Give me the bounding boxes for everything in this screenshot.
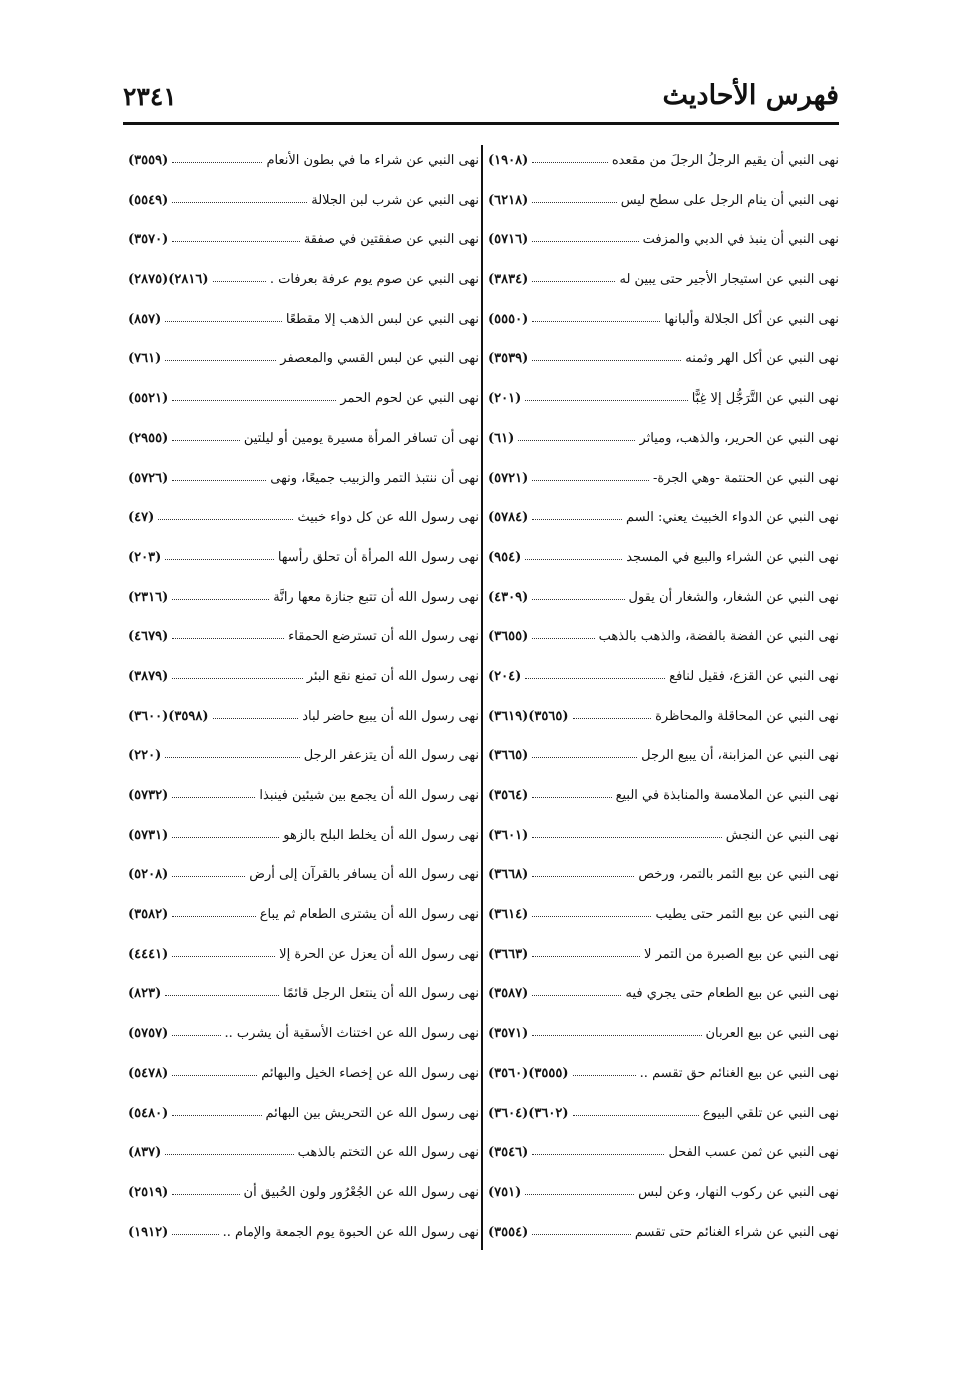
hadith-number: (٥٥٢١) [128,391,169,407]
page-title: فهرس الأحاديث [662,80,839,111]
index-entry [128,664,479,704]
index-entry [128,307,479,347]
dot-leader [532,307,660,322]
hadith-number: (٥٧٢١) [488,470,529,486]
dot-leader [213,704,299,719]
dot-leader [165,743,299,758]
hadith-text: نهى النبي عن شراء ما في بطون الأنعام [266,153,479,168]
index-entry [128,981,479,1021]
hadith-text: نهى النبي عن أكل الهر وثمنه [685,351,839,367]
hadith-text: نهى النبي عن لحوم الحمر [340,391,479,407]
hadith-text: نهى رسول الله عن اختناث الأسقية أن يشرب .. [224,1026,479,1042]
dot-leader [525,1180,634,1195]
hadith-text: نهى النبي عن تلقي البيوع [702,1105,839,1121]
hadith-text: نهى النبي عن بيع العربان [705,1026,839,1042]
hadith-number: (٣٥٤٦) [488,1145,529,1161]
hadith-text: نهى النبي عن المحاقلة والمحاظرة [655,708,839,724]
hadith-number: (٢٩٥٥) [128,430,169,446]
hadith-text: نهى النبي عن أكل الجلالة وألبانها [664,311,839,327]
hadith-text: نهى أن تسافر المرأة مسيرة يومين أو ليلتين [243,430,479,446]
hadith-number: (٣٨٣٤) [488,272,529,288]
hadith-number: (٣٦٦٨) [488,867,529,883]
hadith-text: نهى أن ننتبذ التمر والزبيب جميعًا، ونهى [270,470,479,486]
dot-leader [172,426,240,441]
hadith-number: (٧٦١) [128,351,162,367]
hadith-number: (٢٠١) [488,391,522,407]
hadith-number: (٢٠٤) [488,668,522,684]
hadith-number: (٥٧٢٦) [128,470,169,486]
index-entry [488,704,839,744]
hadith-number: (٥٧٣٢) [128,788,169,803]
hadith-number: (٤٤٤١) [128,946,169,962]
dot-leader [532,902,651,917]
dot-leader [172,942,275,957]
index-entry [128,227,479,267]
dot-leader [532,743,637,758]
hadith-text: نهى النبي عن صفقتين في صفقة [303,232,479,248]
hadith-text: نهى النبي عن بيع الغنائم حق تقسم .. [639,1065,839,1081]
dot-leader [172,664,302,679]
dot-leader [172,783,255,798]
hadith-number: (٥٢٠٨) [128,867,169,883]
index-entry [128,902,479,942]
index-column-left [128,148,479,1259]
hadith-text: نهى النبي عن الحرير، والذهب، ومياثر [639,430,839,446]
index-entry [488,188,839,228]
index-entry [488,664,839,704]
hadith-text: نهى النبي أن ينبذ في الدبي والمزفت [642,232,839,248]
index-entry [488,1140,839,1180]
hadith-text: نهى رسول الله عن الحبوة يوم الجمعة والإمام .. [222,1224,479,1240]
dot-leader [532,1220,631,1235]
hadith-number: (٣٦٦٣) [488,946,529,962]
index-entry [488,942,839,982]
hadith-number: (٣٥٧١) [488,1026,529,1042]
hadith-number: (٣٥٨٧) [488,986,529,1002]
hadith-number: (٨٥٧) [128,311,162,327]
hadith-number: (٢٥١٩) [128,1184,169,1200]
hadith-text: نهى النبي عن لبس القسي والمعصفر [280,351,479,367]
dot-leader [165,981,279,996]
hadith-text: نهى رسول الله أن يشترى الطعام ثم يباع [259,907,479,923]
hadith-text: نهى رسول الله عن إخصاء الخيل والبهائم [261,1065,479,1081]
index-entry [488,823,839,863]
dot-leader [532,981,621,996]
dot-leader [532,346,681,361]
dot-leader [172,823,279,838]
hadith-text: نهى النبي أن يقيم الرجلُ الرجلَ من مقعده [611,153,839,168]
index-entry [488,1180,839,1220]
dot-leader [525,545,622,560]
hadith-text: نهى رسول الله أن يسافر بالقرآن إلى أرض [249,867,479,883]
dot-leader [573,1101,699,1116]
dot-leader [172,624,284,639]
hadith-number: (٤٧) [128,510,155,526]
hadith-text: نهى النبي عن القزع، فقيل لنافع [669,668,839,684]
hadith-text: نهى النبي عن الدواء الخبيث يعني: السم [626,510,839,526]
hadith-number: (٣٥٥٥)(٣٥٦٠) [488,1065,569,1081]
hadith-text: نهى رسول الله أن تتبع جنازة معها رانَّة [273,589,479,605]
hadith-number: (٣٥٧٠) [128,232,169,248]
hadith-number: (١٩١٢) [128,1224,169,1240]
hadith-number: (٥٧٣١) [128,827,169,843]
hadith-text: نهى النبي عن الفضة بالفضة، والذهب بالذهب [598,629,839,645]
index-entry [488,545,839,585]
hadith-text: نهى النبي أن ينام الرجل على سطح ليس [620,192,839,208]
index-entry [488,386,839,426]
dot-leader [532,585,624,600]
dot-leader [172,227,300,242]
hadith-number: (٣٥٦٥)(٣٦١٩) [488,708,569,724]
dot-leader [573,704,652,719]
hadith-text: نهى النبي عن النجش [725,827,839,843]
hadith-number: (٢٢٠) [128,748,162,764]
index-entry [488,307,839,347]
hadith-text: نهى رسول الله أن يخلط البلح بالزهو [283,827,479,843]
index-entry [488,902,839,942]
hadith-number: (٣٦٠٢)(٣٦٠٤) [488,1105,569,1121]
dot-leader [172,1061,257,1076]
dot-leader [532,1140,664,1155]
hadith-text: نهى النبي عن شرب لبن الجلالة [311,192,479,208]
index-entry [488,862,839,902]
index-entry [488,624,839,664]
hadith-text: نهى النبي عن الشغار، والشغار أن يقول [628,589,839,605]
dot-leader [172,862,245,877]
dot-leader [165,545,274,560]
dot-leader [532,823,722,838]
index-entry [128,426,479,466]
hadith-number: (٣٨٧٩) [128,668,169,684]
hadith-number: (٣٦١٤) [488,907,529,923]
hadith-text: نهى النبي عن الشراء والبيع في المسجد [626,549,839,565]
dot-leader [158,505,293,520]
index-entry [128,862,479,902]
dot-leader [532,267,615,282]
hadith-text: نهى النبي عن بيع الطعام حتى يجري فيه [625,986,839,1002]
index-entry [128,704,479,744]
hadith-text: نهى رسول الله أن تسترضع الحمقاء [288,629,479,645]
hadith-number: (٥٤٨٠) [128,1105,169,1121]
dot-leader [172,386,336,401]
hadith-text: نهى النبي عن ثمن عسب الفحل [668,1145,839,1161]
index-entry [128,346,479,386]
index-entry [128,267,479,307]
index-entry [488,148,839,188]
index-entry [488,783,839,823]
hadith-number: (٣٦٥٥) [488,629,529,645]
hadith-number: (٣٥٥٤) [488,1224,529,1240]
index-entry [488,267,839,307]
hadith-text: نهى رسول الله أن يتزعفر الرجل [303,748,479,764]
index-entry [128,545,479,585]
header-rule [123,122,839,125]
hadith-number: (٣٦٠١) [488,827,529,843]
hadith-number: (٣٥٦٤) [488,788,529,803]
hadith-number: (٨٣٧) [128,1145,162,1161]
hadith-number: (٥٤٧٨) [128,1065,169,1081]
dot-leader [172,1021,220,1036]
index-entry [128,148,479,188]
hadith-number: (٦١) [488,430,515,446]
hadith-text: نهى النبي عن الحنتمة -وهي الجرة- [652,470,839,486]
dot-leader [532,783,611,798]
index-entry [128,1140,479,1180]
hadith-text: نهى النبي عن الملامسة والمنابذة في البيع [615,788,839,803]
hadith-number: (٣٦٦٥) [488,748,529,764]
hadith-text: نهى رسول الله عن التختم بالذهب [297,1145,479,1161]
index-entry [128,1021,479,1061]
dot-leader [172,1220,218,1235]
hadith-number: (٥٧١٦) [488,232,529,248]
page-number: ٢٣٤١ [123,82,177,111]
index-entry [488,505,839,545]
dot-leader [213,267,266,282]
index-entry [128,1180,479,1220]
hadith-number: (١٩٠٨) [488,153,529,168]
dot-leader [165,346,276,361]
index-entry [488,1101,839,1141]
dot-leader [165,1140,293,1155]
dot-leader [172,188,307,203]
dot-leader [532,148,608,163]
hadith-text: نهى النبي عن بيع الثمر بالتمر، ورخص [638,867,839,883]
hadith-number: (٨٢٣) [128,986,162,1002]
hadith-text: نهى النبي عن بيع الصبرة من التمر لا [644,946,839,962]
hadith-number: (٣٥٨٢) [128,907,169,923]
dot-leader [172,148,262,163]
dot-leader [532,188,616,203]
hadith-number: (٢٣١٦) [128,589,169,605]
hadith-text: نهى رسول الله عن التحريش بين البهائم [265,1105,479,1121]
dot-leader [532,227,638,242]
dot-leader [532,466,649,481]
hadith-text: نهى رسول الله أن يجمع بين شيئين فينبذا [259,788,479,803]
hadith-text: نهى رسول الله عن الجُعْرُور ولون الحُبيق أن [243,1184,479,1200]
dot-leader [532,505,622,520]
dot-leader [532,862,634,877]
dot-leader [165,307,282,322]
dot-leader [525,386,687,401]
index-entry [128,466,479,506]
hadith-number: (٥٧٥٧) [128,1026,169,1042]
index-entry [128,942,479,982]
hadith-number: (٢٠٣) [128,549,162,565]
hadith-text: نهى رسول الله أن يبيع حاضر لباد [302,708,479,724]
index-entry [488,466,839,506]
hadith-text: نهى النبي عن ركوب النهار، وعن لبس [638,1184,839,1200]
hadith-number: (٣٥٩٨)(٣٦٠٠) [128,708,209,724]
index-entry [488,585,839,625]
index-entry [488,346,839,386]
index-entry [128,505,479,545]
dot-leader [172,902,256,917]
hadith-number: (٥٧٨٤) [488,510,529,526]
index-entry [128,743,479,783]
dot-leader [532,942,640,957]
index-entry [488,1220,839,1260]
dot-leader [172,585,269,600]
page-header [123,78,839,122]
index-entry [128,783,479,823]
dot-leader [518,426,635,441]
hadith-number: (٣٥٥٩) [128,153,169,168]
dot-leader [172,466,266,481]
hadith-number: (٣٥٣٩) [488,351,529,367]
hadith-number: (٥٥٥٠) [488,311,529,327]
dot-leader [172,1101,261,1116]
index-column-right [488,148,839,1259]
index-entry [128,386,479,426]
hadith-number: (٦٢١٨) [488,192,529,208]
dot-leader [532,1021,701,1036]
hadith-text: نهى النبي عن شراء الغنائم حتى تقسم [634,1224,839,1240]
index-entry [488,426,839,466]
hadith-text: نهى رسول الله أن ينتعل الرجل قائمًا [282,986,479,1002]
dot-leader [573,1061,636,1076]
hadith-number: (٥٥٤٩) [128,192,169,208]
hadith-text: نهى النبي عن بيع الثمر حتى يطيب [655,907,839,923]
hadith-text: نهى رسول الله عن كل دواء خبيث [297,510,479,526]
hadith-text: نهى رسول الله أن تمنع نقع البئر [306,668,479,684]
hadith-text: نهى رسول الله المرأة أن تحلق رأسها [277,549,479,565]
hadith-number: (٤٦٧٩) [128,629,169,645]
column-divider [481,145,483,1250]
hadith-text: نهى النبي عن التَّرَجُّل إلا غِبًّا [691,391,839,407]
hadith-number: (٩٥٤) [488,549,522,565]
hadith-text: نهى النبي عن استيجار الأجير حتى يبين له [619,272,839,288]
index-entry [128,823,479,863]
index-entry [488,1061,839,1101]
index-entry [488,227,839,267]
index-entry [128,1061,479,1101]
index-entry [488,743,839,783]
index-entry [128,585,479,625]
index-entry [488,1021,839,1061]
dot-leader [532,624,594,639]
index-entry [488,981,839,1021]
index-entry [128,188,479,228]
hadith-text: نهى النبي عن لبس الذهب إلا مقطعًا [285,311,479,327]
index-entry [128,1101,479,1141]
index-entry [128,1220,479,1260]
dot-leader [525,664,665,679]
hadith-text: نهى النبي عن المزابنة، أن يبيع الرجل [641,748,839,764]
dot-leader [172,1180,239,1195]
index-entry [128,624,479,664]
hadith-number: (٤٣٠٩) [488,589,529,605]
hadith-number: (٢٨١٦)(٢٨٧٥) [128,272,209,288]
hadith-number: (٧٥١) [488,1184,522,1200]
hadith-text: نهى النبي عن صوم يوم عرفة بعرفات . [269,272,479,288]
hadith-text: نهى رسول الله أن يعزل عن الحرة إلا [279,946,479,962]
